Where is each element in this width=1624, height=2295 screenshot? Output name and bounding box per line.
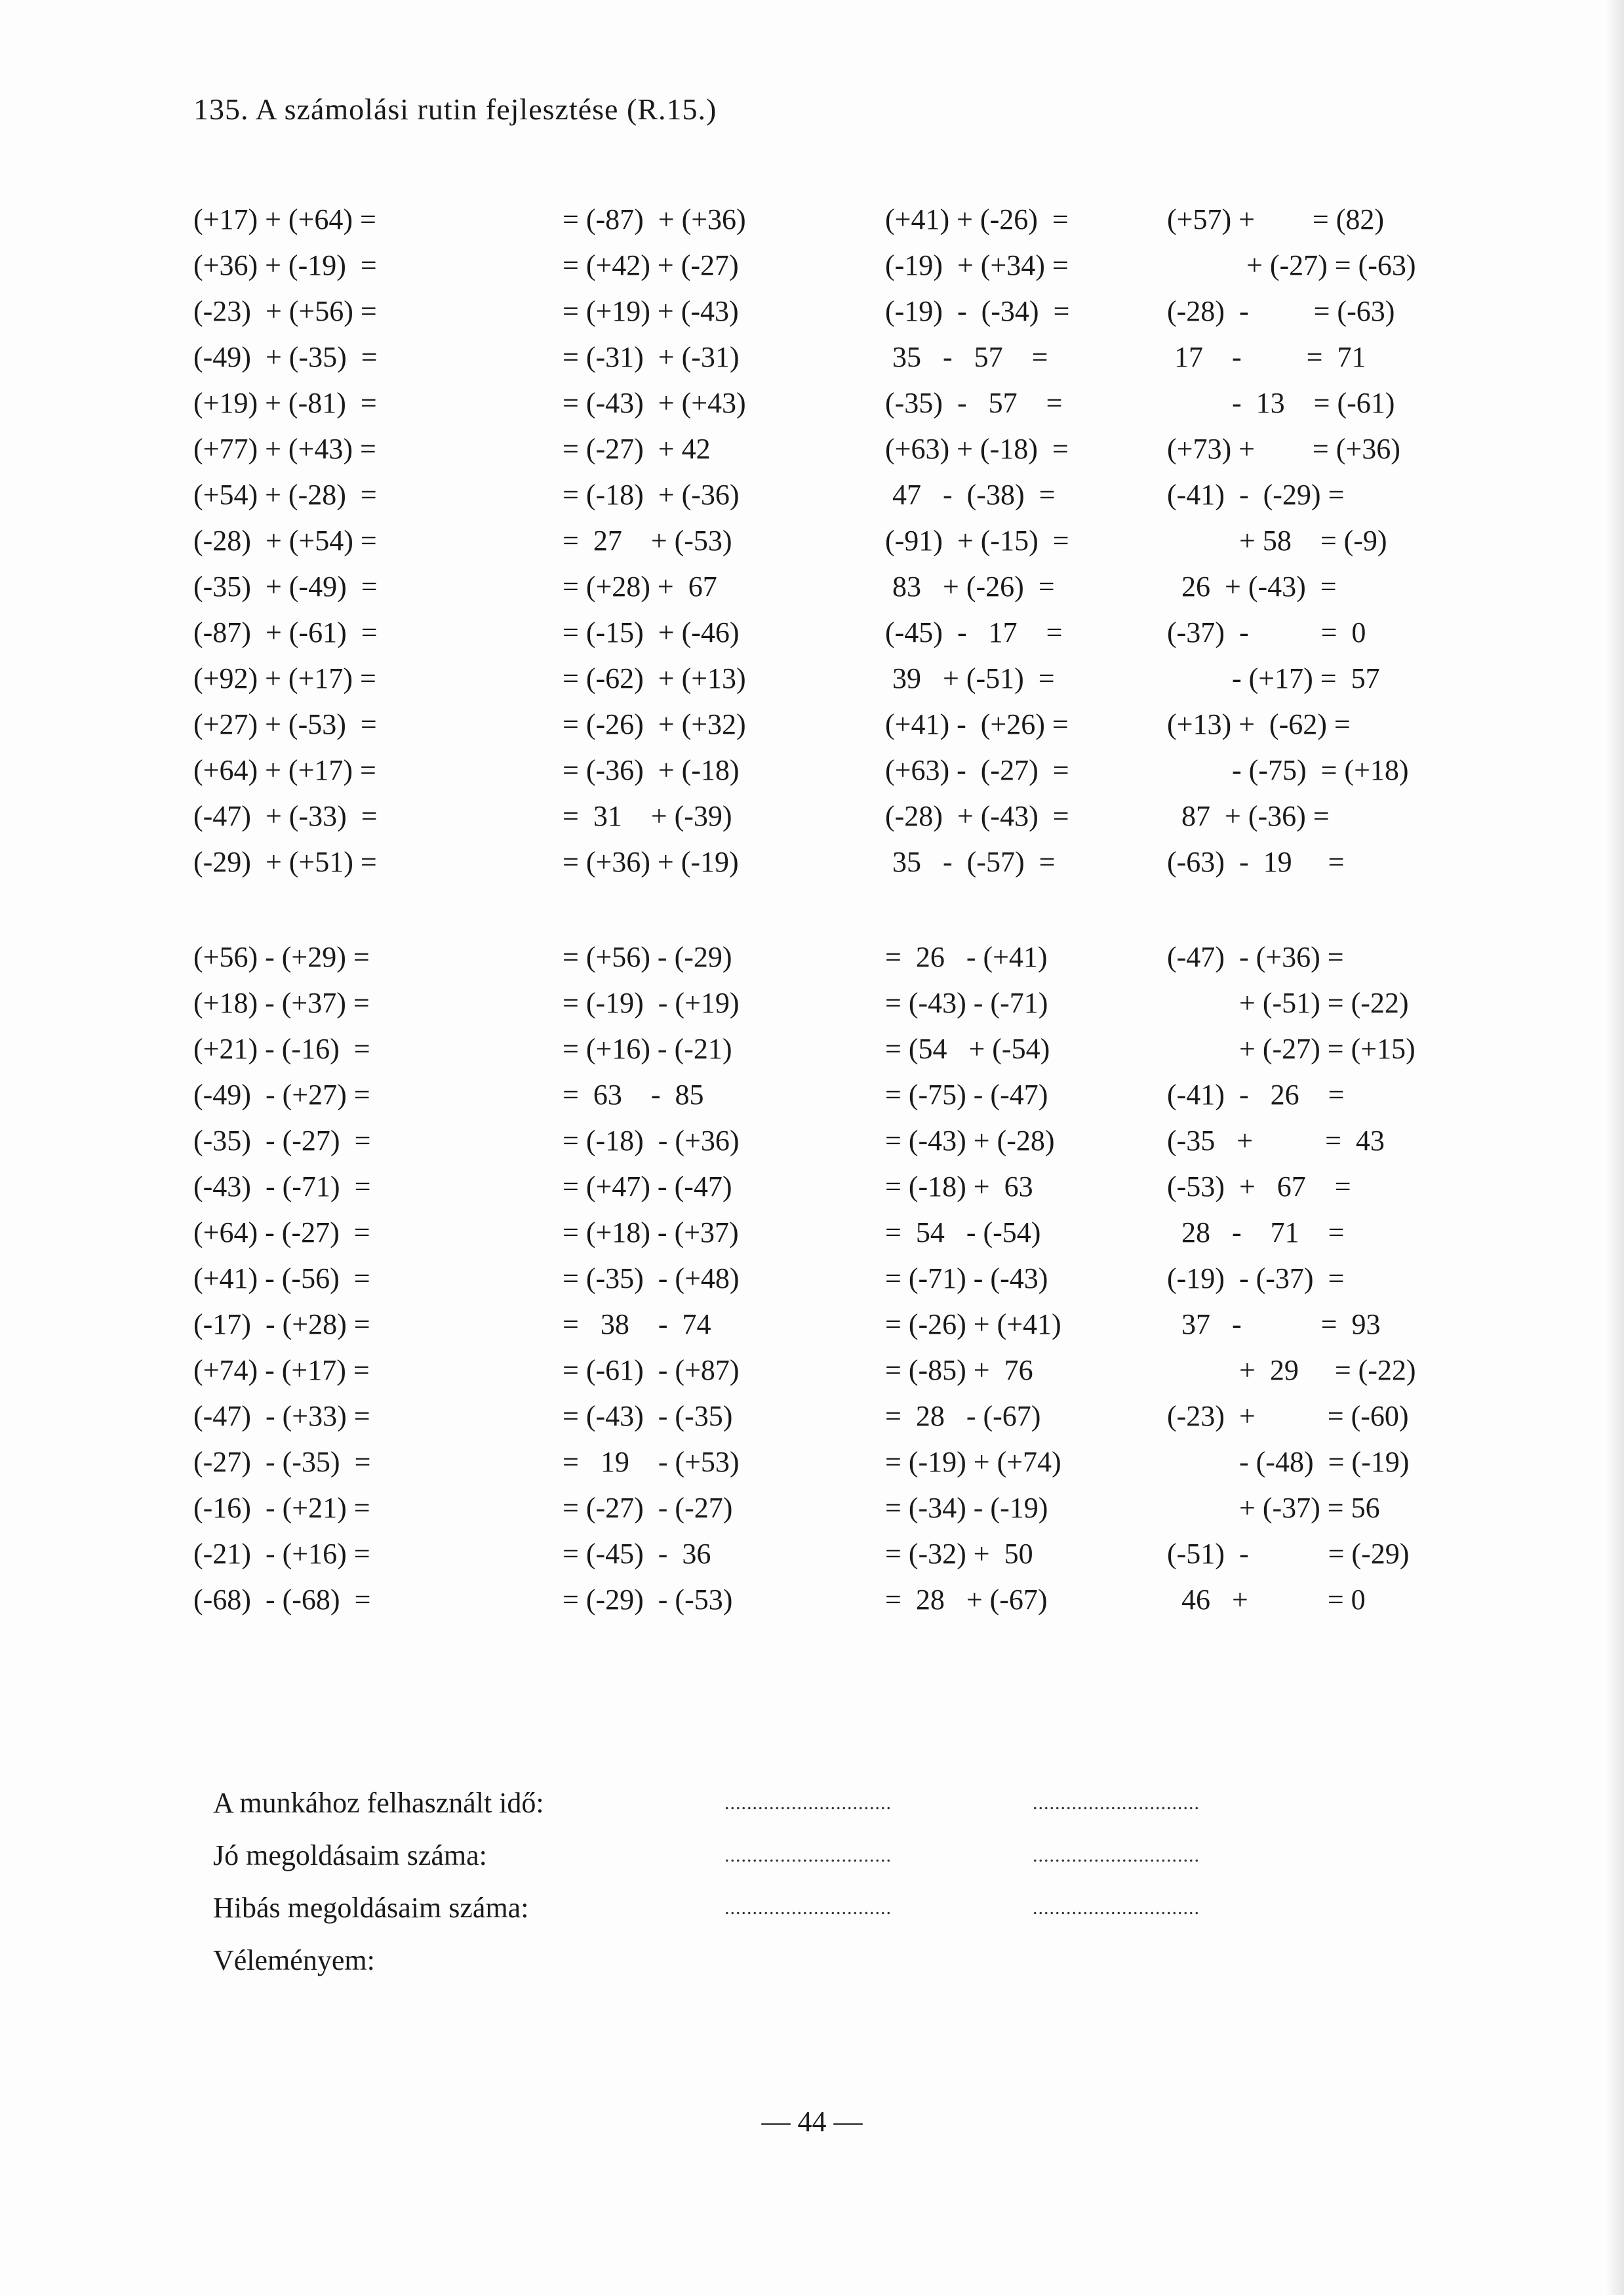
exercise-item: (+21) - (-16) = (193, 1033, 370, 1065)
exercise-item: 46 + = 0 (1167, 1584, 1366, 1616)
exercise-column-1 (193, 197, 378, 885)
exercise-item: (-41) - (-29) = (1167, 479, 1345, 511)
exercise-column-2 (563, 934, 740, 1623)
exercise-item: (+63) - (-27) = (885, 754, 1069, 786)
exercise-item: = 31 + (-39) (563, 800, 732, 832)
exercise-item: (+77) + (+43) = (193, 433, 376, 465)
exercise-item: 87 + (-36) = (1167, 800, 1330, 832)
exercise-item: = (-18) - (+36) (563, 1125, 740, 1157)
exercise-item: (-47) + (-33) = (193, 800, 378, 832)
footer-row (213, 1777, 1328, 1829)
exercise-item: = 26 - (+41) (885, 941, 1048, 973)
exercise-item: (+19) + (-81) = (193, 387, 377, 419)
exercise-item: (-43) - (-71) = (193, 1170, 371, 1203)
exercise-item: = (-36) + (-18) (563, 754, 740, 786)
exercise-item: (+18) - (+37) = (193, 987, 370, 1019)
exercise-item: - 13 = (-61) (1167, 387, 1395, 419)
exercise-item: = (-85) + 76 (885, 1354, 1033, 1386)
exercise-item: = 19 - (+53) (563, 1446, 740, 1478)
exercise-item: = (-29) - (-53) (563, 1584, 733, 1616)
exercise-item: = (-43) + (-28) (885, 1125, 1055, 1157)
exercise-item: - (-75) = (+18) (1167, 754, 1409, 786)
exercise-item: (+92) + (+17) = (193, 662, 376, 694)
exercise-item: (-19) + (+34) = (885, 249, 1069, 281)
answer-line[interactable]: .............................. (724, 1792, 892, 1814)
exercise-item: = 63 - 85 (563, 1079, 704, 1111)
exercise-item: (+54) + (-28) = (193, 479, 377, 511)
footer-row (213, 1882, 1328, 1934)
exercise-item: = (-43) - (-71) (885, 987, 1048, 1019)
exercise-column-3 (885, 197, 1069, 885)
exercise-item: (-16) - (+21) = (193, 1492, 370, 1524)
exercise-item: = (+47) - (-47) (563, 1170, 732, 1203)
answer-line[interactable]: .............................. (724, 1845, 892, 1866)
exercise-item: (-47) - (+33) = (193, 1400, 370, 1432)
exercise-item: = (-61) - (+87) (563, 1354, 740, 1386)
exercise-item: = (-62) + (+13) (563, 662, 746, 694)
answer-line[interactable]: .............................. (1033, 1845, 1200, 1866)
exercise-item: = 54 - (-54) (885, 1216, 1041, 1248)
exercise-item: (+27) + (-53) = (193, 708, 377, 740)
page-title: 135. A számolási rutin fejlesztése (R.15.) (193, 92, 717, 126)
exercise-item: (+57) + = (82) (1167, 203, 1385, 235)
exercise-item: (-17) - (+28) = (193, 1308, 370, 1340)
exercise-item: (-87) + (-61) = (193, 616, 378, 649)
exercise-item: (-23) + = (-60) (1167, 1400, 1409, 1432)
footer-label: Hibás megoldásaim száma: (213, 1892, 529, 1924)
exercise-column-1 (193, 934, 370, 1623)
exercise-item: 37 - = 93 (1167, 1308, 1381, 1340)
exercise-item: = (-26) + (+41) (885, 1308, 1061, 1340)
exercise-item: (+41) - (-56) = (193, 1262, 370, 1294)
exercise-item: (-45) - 17 = (885, 616, 1063, 649)
exercise-item: (+41) + (-26) = (885, 203, 1069, 235)
exercise-item: (-63) - 19 = (1167, 846, 1345, 878)
exercise-item: (-35) - 57 = (885, 387, 1063, 419)
exercise-item: (+17) + (+64) = (193, 203, 376, 235)
exercise-item: 35 - (-57) = (885, 846, 1056, 878)
exercise-item: (-19) - (-34) = (885, 295, 1070, 327)
page-number: — 44 — (761, 2105, 863, 2138)
exercise-item: = (-32) + 50 (885, 1538, 1033, 1570)
exercise-item: = (-31) + (-31) (563, 341, 740, 373)
exercise-item: (-41) - 26 = (1167, 1079, 1345, 1111)
exercise-item: + (-27) = (+15) (1167, 1033, 1416, 1065)
exercise-item: 83 + (-26) = (885, 570, 1055, 603)
exercise-item: (+73) + = (+36) (1167, 433, 1400, 465)
footer-label: Jó megoldásaim száma: (213, 1839, 487, 1871)
exercise-item: (-35) - (-27) = (193, 1125, 371, 1157)
exercise-item: = (-34) - (-19) (885, 1492, 1048, 1524)
exercise-item: (-47) - (+36) = (1167, 941, 1344, 973)
exercise-item: (-29) + (+51) = (193, 846, 377, 878)
exercise-item: = (-26) + (+32) (563, 708, 746, 740)
page-edge-shadow (1604, 0, 1624, 2295)
exercise-item: = 28 - (-67) (885, 1400, 1041, 1432)
exercise-item: (-19) - (-37) = (1167, 1262, 1345, 1294)
exercise-item: (+56) - (+29) = (193, 941, 370, 973)
exercise-item: - (-48) = (-19) (1167, 1446, 1410, 1478)
exercise-item: = 38 - 74 (563, 1308, 711, 1340)
exercise-item: = (-35) - (+48) (563, 1262, 740, 1294)
exercise-item: = (-18) + 63 (885, 1170, 1033, 1203)
exercise-column-2 (563, 197, 746, 885)
exercise-item: (-37) - = 0 (1167, 616, 1366, 649)
exercise-item: = 28 + (-67) (885, 1584, 1048, 1616)
exercise-item: (-91) + (-15) = (885, 525, 1069, 557)
footer-label: A munkához felhasznált idő: (213, 1787, 544, 1819)
exercise-item: (-28) + (+54) = (193, 525, 377, 557)
exercise-item: (-51) - = (-29) (1167, 1538, 1410, 1570)
exercise-item: = (+56) - (-29) (563, 941, 732, 973)
exercise-item: 17 - = 71 (1167, 341, 1366, 373)
exercise-item: = (-43) - (-35) (563, 1400, 733, 1432)
exercise-column-3 (885, 934, 1061, 1623)
footer-label: Véleményem: (213, 1944, 375, 1976)
exercise-item: (+41) - (+26) = (885, 708, 1069, 740)
exercise-item: (+74) - (+17) = (193, 1354, 370, 1386)
answer-line[interactable]: .............................. (1033, 1897, 1200, 1919)
exercise-item: 28 - 71 = (1167, 1216, 1345, 1248)
exercise-item: (-35 + = 43 (1167, 1125, 1385, 1157)
exercise-item: = 27 + (-53) (563, 525, 732, 557)
exercise-item: = (+16) - (-21) (563, 1033, 732, 1065)
exercise-item: = (-87) + (+36) (563, 203, 746, 235)
exercise-item: = (-18) + (-36) (563, 479, 740, 511)
exercise-item: (-27) - (-35) = (193, 1446, 371, 1478)
exercise-item: (+36) + (-19) = (193, 249, 377, 281)
exercise-item: (-35) + (-49) = (193, 570, 378, 603)
self-assessment-footer (213, 1777, 1328, 2000)
exercise-item: + (-37) = 56 (1167, 1492, 1380, 1524)
exercise-item: = (+18) - (+37) (563, 1216, 739, 1248)
exercise-item: (-53) + 67 = (1167, 1170, 1351, 1203)
exercise-item: 35 - 57 = (885, 341, 1048, 373)
exercise-item: = (-19) - (+19) (563, 987, 740, 1019)
exercise-column-4 (1167, 197, 1416, 885)
exercise-item: = (+28) + 67 (563, 570, 717, 603)
exercise-item: (+64) - (-27) = (193, 1216, 370, 1248)
exercise-item: + 29 = (-22) (1167, 1354, 1416, 1386)
exercise-item: - (+17) = 57 (1167, 662, 1380, 694)
exercise-item: 26 + (-43) = (1167, 570, 1337, 603)
exercise-item: = (+36) + (-19) (563, 846, 739, 878)
exercise-item: + (-51) = (-22) (1167, 987, 1409, 1019)
exercise-item: 47 - (-38) = (885, 479, 1056, 511)
exercise-column-4 (1167, 934, 1416, 1623)
exercise-item: (+13) + (-62) = (1167, 708, 1351, 740)
exercise-item: (+64) + (+17) = (193, 754, 376, 786)
exercise-item: (-68) - (-68) = (193, 1584, 371, 1616)
exercise-item: (-23) + (+56) = (193, 295, 377, 327)
exercise-item: 39 + (-51) = (885, 662, 1055, 694)
exercise-item: (-28) + (-43) = (885, 800, 1069, 832)
exercise-item: = (-71) - (-43) (885, 1262, 1048, 1294)
exercise-item: + (-27) = (-63) (1167, 249, 1416, 281)
exercise-item: (+63) + (-18) = (885, 433, 1069, 465)
exercise-item: = (-45) - 36 (563, 1538, 711, 1570)
exercise-item: (-28) - = (-63) (1167, 295, 1395, 327)
exercise-item: = (+19) + (-43) (563, 295, 739, 327)
exercise-item: = (-43) + (+43) (563, 387, 746, 419)
exercise-item: (-21) - (+16) = (193, 1538, 370, 1570)
exercise-item: = (-75) - (-47) (885, 1079, 1048, 1111)
footer-row (213, 1829, 1328, 1882)
answer-line[interactable]: .............................. (724, 1897, 892, 1919)
exercise-item: = (-19) + (+74) (885, 1446, 1061, 1478)
exercise-item: = (-27) + 42 (563, 433, 711, 465)
exercise-item: = (+42) + (-27) (563, 249, 739, 281)
exercise-item: + 58 = (-9) (1167, 525, 1387, 557)
footer-row (213, 1934, 1328, 1987)
exercise-item: = (54 + (-54) (885, 1033, 1050, 1065)
answer-line[interactable]: .............................. (1033, 1792, 1200, 1814)
exercise-item: = (-15) + (-46) (563, 616, 740, 649)
exercise-item: (-49) + (-35) = (193, 341, 378, 373)
exercise-item: = (-27) - (-27) (563, 1492, 733, 1524)
exercise-item: (-49) - (+27) = (193, 1079, 370, 1111)
